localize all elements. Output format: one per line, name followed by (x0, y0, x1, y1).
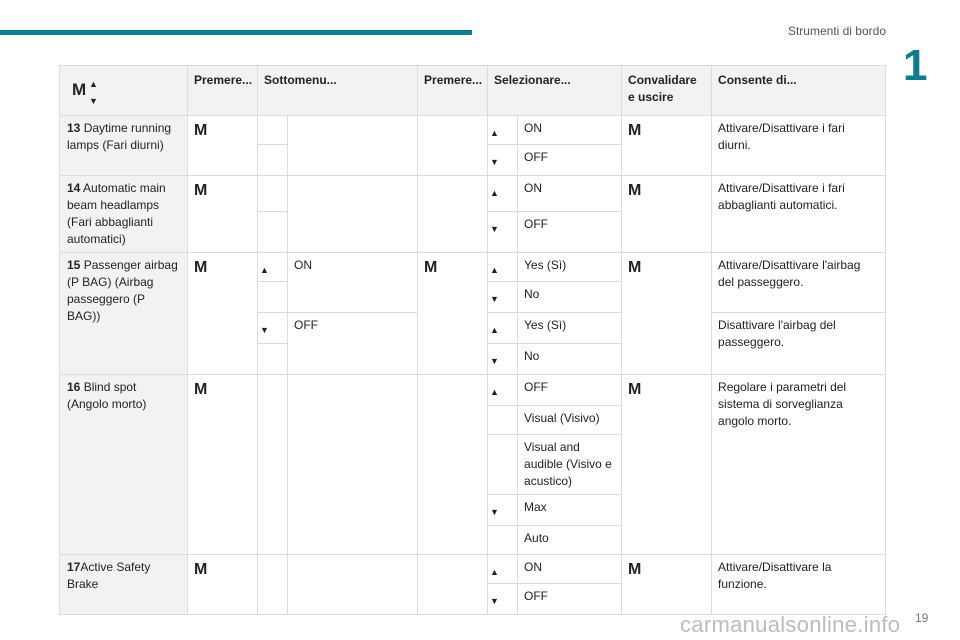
menu-icon: M (194, 182, 208, 199)
description: Attivare/Disattivare l'airbag del passeggero. (712, 253, 886, 313)
page-number: 19 (915, 611, 929, 625)
menu-icon: M (194, 122, 208, 139)
option-value: OFF (518, 584, 622, 615)
up-arrow-icon: ▲ (490, 188, 499, 198)
option-value: ON (518, 116, 622, 145)
up-arrow-icon: ▲ (260, 265, 269, 275)
option-value: OFF (518, 375, 622, 406)
menu-icon: M (628, 122, 642, 139)
column-header: Selezionare... (488, 66, 622, 116)
option-value: ON (518, 555, 622, 584)
table-row (60, 375, 886, 406)
row-label: 13 Daytime running lamps (Fari diurni) (60, 116, 188, 176)
menu-icon: M (628, 381, 642, 398)
table-row (60, 555, 886, 584)
description: Regolare i parametri del sistema di sorveglianza angolo morto. (712, 375, 886, 555)
column-header: Sottomenu... (258, 66, 418, 116)
confirm-cell (622, 375, 712, 555)
row-label: 17Active Safety Brake (60, 555, 188, 615)
confirm-cell (622, 116, 712, 176)
menu-icon: M (628, 182, 642, 199)
option-value: Auto (518, 526, 622, 555)
option-value: Yes (Sì) (518, 313, 622, 344)
up-arrow-icon: ▲ (490, 325, 499, 335)
option-value: Visual (Visivo) (518, 406, 622, 435)
press-cell (188, 555, 258, 615)
description: Attivare/Disattivare i fari abbaglianti automatici. (712, 176, 886, 253)
option-value: No (518, 344, 622, 375)
press-cell (188, 253, 258, 375)
menu-icon: M (628, 259, 642, 276)
confirm-cell (622, 253, 712, 375)
up-arrow-icon: ▲ (490, 128, 499, 138)
description: Disattivare l'airbag del passeggero. (712, 313, 886, 375)
press-cell (418, 253, 488, 375)
table-row (60, 116, 886, 145)
section-title: Strumenti di bordo (787, 24, 886, 38)
press-cell (188, 375, 258, 555)
down-arrow-icon: ▼ (490, 596, 499, 606)
option-value: ON (518, 176, 622, 212)
column-header: Convalidare e uscire (622, 66, 712, 116)
chapter-number: 1 (903, 41, 928, 90)
menu-icon: M (628, 561, 642, 578)
press-cell (188, 176, 258, 253)
column-header: Consente di... (712, 66, 886, 116)
down-arrow-icon: ▼ (490, 157, 499, 167)
table-row (60, 253, 886, 282)
menu-icon: M (194, 561, 208, 578)
confirm-cell (622, 176, 712, 253)
option-value: Max (518, 495, 622, 526)
header-icon-cell (60, 66, 188, 116)
menu-icon: M (194, 381, 208, 398)
description: Attivare/Disattivare i fari diurni. (712, 116, 886, 176)
watermark: carmanualsonline.info (680, 612, 901, 637)
menu-arrows-icon: M ▲ ▼ (72, 79, 98, 106)
submenu-value: OFF (288, 313, 418, 375)
press-cell (188, 116, 258, 176)
submenu-value: ON (288, 253, 418, 313)
confirm-cell (622, 555, 712, 615)
down-arrow-icon: ▼ (490, 224, 499, 234)
row-label: 15 Passenger airbag (P BAG) (Airbag passeggero (P BAG)) (60, 253, 188, 375)
option-value: Yes (Sì) (518, 253, 622, 282)
header-accent-bar (0, 30, 472, 35)
option-value: Visual and audible (Visivo e acustico) (518, 435, 622, 495)
column-header: Premere... (418, 66, 488, 116)
down-arrow-icon: ▼ (490, 507, 499, 517)
down-arrow-icon: ▼ (490, 356, 499, 366)
table-row (60, 176, 886, 212)
table-header-row (60, 66, 886, 116)
down-arrow-icon: ▼ (490, 294, 499, 304)
description: Attivare/Disattivare la funzione. (712, 555, 886, 615)
option-value: No (518, 282, 622, 313)
row-label: 16 Blind spot (Angolo morto) (60, 375, 188, 555)
option-value: OFF (518, 145, 622, 176)
column-header: Premere... (188, 66, 258, 116)
down-arrow-icon: ▼ (260, 325, 269, 335)
menu-icon: M (424, 259, 438, 276)
up-arrow-icon: ▲ (490, 387, 499, 397)
up-arrow-icon: ▲ (490, 265, 499, 275)
row-label: 14 Automatic main beam headlamps (Fari abbaglianti automatici) (60, 176, 188, 253)
option-value: OFF (518, 212, 622, 253)
settings-table (59, 65, 886, 615)
menu-icon: M (194, 259, 208, 276)
up-arrow-icon: ▲ (490, 567, 499, 577)
